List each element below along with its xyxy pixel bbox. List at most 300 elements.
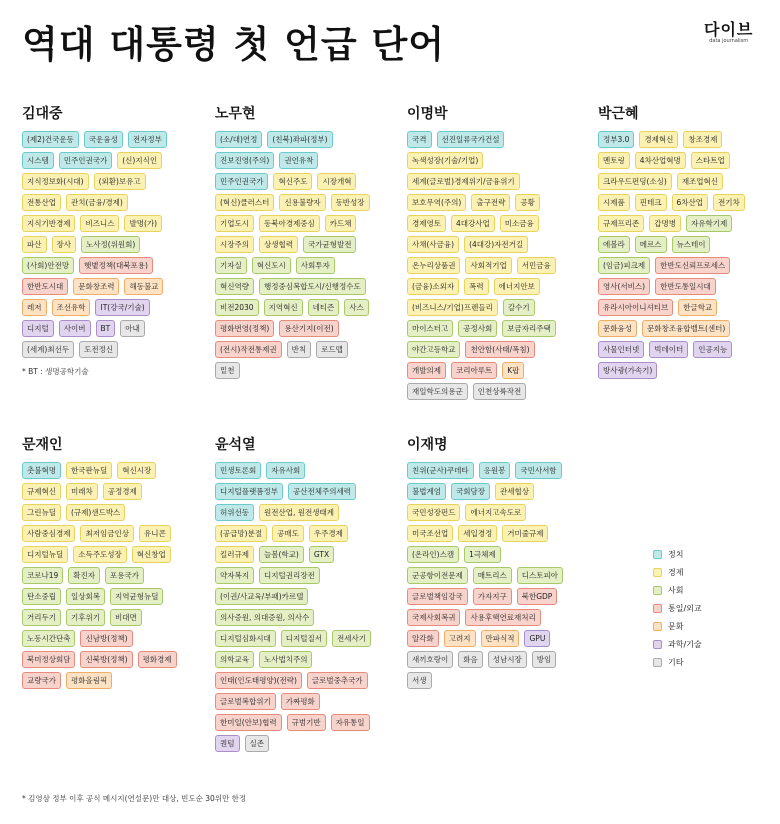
word-tag-economy: 관세협상 (495, 483, 534, 500)
legend-label: 경제 (668, 567, 684, 577)
word-tag-economy: 신용불량자 (279, 194, 325, 211)
word-tag-economy: (신)지식인 (117, 152, 162, 169)
word-tag-politics: 시스템 (22, 152, 54, 169)
word-row (407, 278, 587, 295)
word-list (215, 131, 395, 379)
word-row (215, 152, 395, 169)
word-tag-economy: 동북아경제중심 (259, 215, 320, 232)
word-tag-culture: 문화융성 (598, 320, 637, 337)
word-tag-unification: 국제사회복귀 (407, 609, 460, 626)
legend-label: 과학/기술 (668, 639, 702, 649)
word-tag-economy: (외환)보유고 (94, 173, 146, 190)
legend-item-culture (653, 617, 702, 635)
word-row (22, 672, 202, 689)
word-tag-economy: 장사 (52, 236, 77, 253)
word-row (22, 257, 202, 274)
word-tag-economy: 재조업혁신 (677, 173, 723, 190)
word-tag-economy: 상생협력 (259, 236, 298, 253)
word-row (22, 504, 202, 521)
source-note: * 김영삼 정부 이후 공식 메시지(연설문)만 대상, 빈도순 30위만 한정 (22, 794, 247, 803)
word-row (407, 320, 587, 337)
word-row (598, 152, 778, 169)
word-row (22, 525, 202, 542)
word-tag-society: 갈수기 (503, 299, 535, 316)
word-tag-society: 공정사회 (458, 320, 497, 337)
word-row (215, 173, 395, 190)
word-tag-society: (온라인)스캠 (407, 546, 459, 563)
word-row (407, 462, 587, 479)
word-tag-society: GTX (309, 546, 334, 563)
word-tag-politics: (친북)좌파(정부) (267, 131, 332, 148)
word-tag-politics: 허위선동 (215, 504, 254, 521)
word-tag-society: 기후위기 (66, 609, 105, 626)
word-list (22, 462, 202, 689)
word-row (22, 546, 202, 563)
word-tag-economy: 사람중심경제 (22, 525, 75, 542)
word-tag-unification: 글로벌책임강국 (407, 588, 468, 605)
word-tag-culture: 문화창조융합벨트(센터) (642, 320, 730, 337)
word-tag-politics: 촛불혁명 (22, 462, 61, 479)
word-tag-economy: 보호무역(주의) (407, 194, 466, 211)
word-tag-science: IT(강국/기술) (95, 299, 149, 316)
word-tag-economy: 갑명병 (649, 215, 681, 232)
word-row (407, 525, 587, 542)
president-section-park-geunhye (598, 105, 778, 379)
legend-item-science (653, 635, 702, 653)
word-row (215, 630, 395, 647)
word-tag-society: (임금)피크제 (598, 257, 650, 274)
word-tag-politics: 응원봉 (479, 462, 511, 479)
word-tag-politics: 디지털플랫폼정부 (215, 483, 283, 500)
president-name: 윤석열 (215, 437, 256, 453)
word-tag-politics: 자유사회 (266, 462, 305, 479)
word-tag-politics: 민생토론회 (215, 462, 261, 479)
word-row (407, 236, 587, 253)
word-tag-other: 성남시장 (488, 651, 527, 668)
word-row (598, 362, 778, 379)
word-tag-society: 네티즌 (308, 299, 340, 316)
word-tag-other: 서생 (407, 672, 432, 689)
word-row (215, 672, 395, 689)
word-tag-politics: 친위(군사)쿠데타 (407, 462, 474, 479)
word-tag-unification: 평화경제 (138, 651, 177, 668)
word-tag-society: 의사증원, 의대증원, 의사수 (215, 609, 314, 626)
word-row (407, 567, 587, 584)
word-tag-society: 의학교육 (215, 651, 254, 668)
word-tag-unification: 알각화 (407, 630, 439, 647)
word-row (407, 588, 587, 605)
word-tag-economy: 미소금융 (500, 215, 539, 232)
word-tag-economy: 핀테크 (635, 194, 667, 211)
word-row (407, 609, 587, 626)
word-tag-politics: 국운융성 (84, 131, 123, 148)
word-tag-economy: 사채(사금융) (407, 236, 459, 253)
legend-swatch (653, 658, 662, 667)
word-tag-other: 인천상륙작전 (473, 383, 526, 400)
president-section-kim-daejung (22, 105, 202, 377)
legend-label: 통일/외교 (668, 603, 702, 613)
word-tag-unification: 북미정상회담 (22, 651, 75, 668)
word-tag-society: 일상회복 (66, 588, 105, 605)
word-tag-economy: 기업도시 (215, 215, 254, 232)
word-list (598, 131, 778, 379)
word-tag-society: 사스 (344, 299, 369, 316)
word-tag-economy: (비즈니스/기업)프렌들리 (407, 299, 498, 316)
word-tag-unification: 가짜평화 (281, 693, 320, 710)
word-tag-other: 새끼호랑이 (407, 651, 453, 668)
word-tag-science: BT (96, 320, 116, 337)
word-row (407, 672, 587, 689)
word-tag-politics: 국민사서함 (515, 462, 561, 479)
word-tag-politics: 공산전체주의세력 (288, 483, 356, 500)
word-row (598, 341, 778, 358)
word-tag-politics: 민주인권국가 (215, 173, 268, 190)
word-tag-culture: 만파식적 (481, 630, 520, 647)
word-tag-science: 퀀텀 (215, 735, 240, 752)
president-section-lee-myungbak (407, 105, 587, 400)
word-tag-society: 디지털권리장전 (259, 567, 320, 584)
word-tag-economy: 규제혁신 (22, 483, 61, 500)
president-section-moon-jaein (22, 436, 202, 689)
legend-swatch (653, 640, 662, 649)
president-section-yoon-sukyeol (215, 436, 395, 752)
word-tag-unification: 한반도시대 (22, 278, 68, 295)
word-tag-unification: 햇볕정책(대북포용) (79, 257, 153, 274)
legend-swatch (653, 550, 662, 559)
word-tag-economy: 유니콘 (139, 525, 171, 542)
word-row (22, 194, 202, 211)
word-tag-economy: 에너지고속도로 (465, 504, 526, 521)
word-tag-economy: 전기차 (713, 194, 745, 211)
word-tag-society: 비전2030 (215, 299, 259, 316)
word-tag-economy: (규제)샌드박스 (66, 504, 125, 521)
word-row (215, 693, 395, 710)
word-tag-other: (세계)최선두 (22, 341, 74, 358)
word-tag-economy: (혁신)클러스터 (215, 194, 274, 211)
word-tag-unification: 북한GDP (517, 588, 558, 605)
word-tag-politics: 정부3.0 (598, 131, 634, 148)
word-tag-economy: 에너지안보 (494, 278, 540, 295)
word-row (407, 630, 587, 647)
word-row (407, 362, 587, 379)
word-tag-economy: 혁신시장 (117, 462, 156, 479)
category-legend (653, 545, 702, 671)
word-row (22, 173, 202, 190)
word-tag-economy: 6차산업 (672, 194, 709, 211)
word-tag-economy: 혁신창업 (132, 546, 171, 563)
word-row (598, 236, 778, 253)
word-tag-politics: (제2)건국운동 (22, 131, 79, 148)
word-row (407, 215, 587, 232)
word-row (407, 152, 587, 169)
word-tag-economy: (금융)소외자 (407, 278, 459, 295)
word-tag-politics: 전자정부 (128, 131, 167, 148)
word-tag-economy: 온누리상품권 (407, 257, 460, 274)
word-tag-economy: 그린뉴딜 (22, 504, 61, 521)
legend-label: 문화 (668, 621, 684, 631)
word-tag-economy: 멘토링 (598, 152, 630, 169)
word-row (22, 630, 202, 647)
word-row (22, 462, 202, 479)
word-row (215, 320, 395, 337)
word-tag-science: 디지털 (22, 320, 54, 337)
word-tag-society: 포용국가 (105, 567, 144, 584)
word-tag-society: 메르스 (635, 236, 667, 253)
word-row (407, 131, 587, 148)
word-tag-economy: 카드채 (325, 215, 357, 232)
president-name: 이명박 (407, 106, 448, 122)
word-tag-economy: 공매도 (272, 525, 304, 542)
word-row (215, 714, 395, 731)
word-tag-society: 자유학기제 (686, 215, 732, 232)
word-tag-economy: 세입경정 (458, 525, 497, 542)
word-tag-society: 노사정(위원회) (81, 236, 140, 253)
word-tag-culture: 고려지 (444, 630, 476, 647)
president-section-roh-moohyun (215, 105, 395, 379)
word-tag-economy: 동반성장 (331, 194, 370, 211)
word-tag-science: 인공지능 (693, 341, 732, 358)
word-tag-economy: 미국조선업 (407, 525, 453, 542)
word-row (22, 236, 202, 253)
word-tag-society: 국가균형발전 (303, 236, 356, 253)
word-list (407, 131, 587, 400)
word-tag-unification: 코리아루트 (451, 362, 497, 379)
word-tag-politics: 권언유착 (279, 152, 318, 169)
word-row (598, 215, 778, 232)
word-row (215, 362, 395, 379)
word-tag-culture: 한글학교 (678, 299, 717, 316)
legend-item-unification (653, 599, 702, 617)
word-tag-economy: 킬러규제 (215, 546, 254, 563)
word-tag-science: 사이버 (59, 320, 91, 337)
word-row (598, 131, 778, 148)
brand-logo-text: 다이브 (704, 20, 754, 39)
word-row (215, 257, 395, 274)
legend-item-politics (653, 545, 702, 563)
word-row (22, 131, 202, 148)
word-tag-economy: 전통산업 (22, 194, 61, 211)
word-tag-economy: 거미줄규제 (502, 525, 548, 542)
word-tag-economy: 서민금융 (517, 257, 556, 274)
word-tag-economy: 경제영토 (407, 215, 446, 232)
president-name: 박근혜 (598, 106, 639, 122)
word-row (407, 483, 587, 500)
word-tag-economy: 시장개혁 (317, 173, 356, 190)
word-tag-society: 탄소중립 (22, 588, 61, 605)
word-tag-other: 로드맵 (316, 341, 348, 358)
word-row (215, 504, 395, 521)
word-tag-economy: 녹색성장(기술/기업) (407, 152, 483, 169)
word-tag-other: 재일학도의용군 (407, 383, 468, 400)
word-tag-unification: 유라시아이니셔티브 (598, 299, 673, 316)
word-tag-society: 노동시간단축 (22, 630, 75, 647)
word-row (215, 278, 395, 295)
word-row (215, 462, 395, 479)
word-tag-unification: 자유통일 (331, 714, 370, 731)
word-tag-economy: (4대강)자전거길 (464, 236, 528, 253)
word-tag-economy: 국민성장펀드 (407, 504, 460, 521)
word-tag-politics: 진보진영(주의) (215, 152, 274, 169)
word-tag-science: 빅데이터 (649, 341, 688, 358)
legend-item-society (653, 581, 702, 599)
word-row (407, 257, 587, 274)
word-tag-economy: 소득주도성장 (73, 546, 126, 563)
word-tag-other: 방임 (532, 651, 557, 668)
word-row (22, 215, 202, 232)
word-tag-unification: 개발의제 (407, 362, 446, 379)
word-tag-economy: 공황 (515, 194, 540, 211)
word-tag-society: 코로나19 (22, 567, 63, 584)
word-row (215, 588, 395, 605)
word-tag-unification: 신남방(정책) (80, 630, 132, 647)
word-tag-society: 에볼라 (598, 236, 630, 253)
word-row (22, 483, 202, 500)
word-row (22, 152, 202, 169)
word-tag-economy: 한국판뉴딜 (66, 462, 112, 479)
president-name: 이재명 (407, 437, 448, 453)
word-row (215, 236, 395, 253)
word-tag-society: 비대면 (110, 609, 142, 626)
legend-swatch (653, 568, 662, 577)
word-tag-economy: 사회적기업 (465, 257, 511, 274)
word-tag-economy: 관치(금융/경제) (66, 194, 128, 211)
word-tag-society: 디지털심화시대 (215, 630, 276, 647)
word-tag-unification: 교량국가 (22, 672, 61, 689)
word-row (22, 341, 202, 358)
word-tag-unification: 한반도신뢰프로세스 (655, 257, 730, 274)
word-row (22, 567, 202, 584)
word-tag-unification: 한반도통일시대 (655, 278, 716, 295)
word-tag-culture: 문화창조력 (73, 278, 119, 295)
word-tag-society: 야간고등학교 (407, 341, 460, 358)
word-tag-unification: 인태(인도태평양)(전략) (215, 672, 302, 689)
word-tag-economy: 디지털뉴딜 (22, 546, 68, 563)
legend-swatch (653, 622, 662, 631)
word-list (407, 462, 587, 689)
footnote: * BT : 생명공학기술 (22, 367, 89, 376)
word-tag-culture: 레저 (22, 299, 47, 316)
word-tag-politics: 선진일류국가건설 (437, 131, 505, 148)
word-row (598, 320, 778, 337)
word-row (22, 320, 202, 337)
word-row (215, 546, 395, 563)
word-tag-society: 디지털질서 (281, 630, 327, 647)
word-row (598, 299, 778, 316)
word-tag-unification: 한미일(안보)협력 (215, 714, 282, 731)
word-tag-economy: 혁신주도 (273, 173, 312, 190)
word-tag-society: 확진자 (68, 567, 100, 584)
word-tag-economy: 지식정보화(시대) (22, 173, 89, 190)
word-tag-society: 지역균형뉴딜 (110, 588, 163, 605)
word-tag-economy: 크라우드펀딩(소싱) (598, 173, 672, 190)
word-tag-science: 방사광(가속기) (598, 362, 657, 379)
word-tag-economy: 공정경제 (103, 483, 142, 500)
word-tag-economy: 비즈니스 (80, 215, 119, 232)
word-tag-economy: 4차산업혁명 (635, 152, 686, 169)
word-tag-unification: 규범기반 (287, 714, 326, 731)
word-row (215, 299, 395, 316)
word-tag-economy: 세계(글로벌)경제위기/금융위기 (407, 173, 520, 190)
word-list (215, 462, 395, 752)
word-tag-society: 혁신역량 (215, 278, 254, 295)
word-tag-economy: 경제혁신 (639, 131, 678, 148)
word-row (215, 194, 395, 211)
word-tag-economy: 시장주의 (215, 236, 254, 253)
word-row (215, 131, 395, 148)
word-tag-unification: (전시)작전통제권 (215, 341, 282, 358)
legend-item-economy (653, 563, 702, 581)
word-row (215, 567, 395, 584)
word-tag-economy: 창조경제 (683, 131, 722, 148)
word-tag-society: 노사법치주의 (259, 651, 312, 668)
word-tag-society: 매트리스 (473, 567, 512, 584)
word-row (22, 299, 202, 316)
word-tag-unification: 영사(서비스) (598, 278, 650, 295)
word-row (407, 341, 587, 358)
word-tag-society: 늘봄(학교) (259, 546, 304, 563)
word-tag-unification: 가자지구 (473, 588, 512, 605)
word-tag-culture: 평화올림픽 (66, 672, 112, 689)
word-tag-economy: 시제품 (598, 194, 630, 211)
word-tag-other: 밑천 (215, 362, 240, 379)
word-tag-science: GPU (524, 630, 550, 647)
word-tag-other: 아내 (120, 320, 145, 337)
word-tag-society: 디스토피아 (517, 567, 563, 584)
word-tag-culture: K팝 (502, 362, 524, 379)
word-tag-society: 전세사기 (332, 630, 371, 647)
word-tag-society: 기자실 (215, 257, 247, 274)
word-row (407, 546, 587, 563)
word-tag-economy: 규제프리존 (598, 215, 644, 232)
word-tag-culture: 해동불교 (124, 278, 163, 295)
word-tag-economy: 스타트업 (691, 152, 730, 169)
legend-swatch (653, 604, 662, 613)
word-row (22, 588, 202, 605)
word-tag-society: 혁신도시 (252, 257, 291, 274)
word-tag-science: 사물인터넷 (598, 341, 644, 358)
word-tag-unification: 신북방(정책) (80, 651, 132, 668)
word-list (22, 131, 202, 358)
word-tag-unification: 글로벌복합위기 (215, 693, 276, 710)
word-row (215, 525, 395, 542)
word-tag-society: 보금자리주택 (502, 320, 555, 337)
word-tag-economy: 우주경제 (309, 525, 348, 542)
word-row (407, 194, 587, 211)
word-tag-economy: 미래차 (66, 483, 98, 500)
word-row (598, 194, 778, 211)
word-tag-society: 뉴스테이 (672, 236, 711, 253)
word-tag-economy: 지식기반경제 (22, 215, 75, 232)
word-tag-other: 화음 (458, 651, 483, 668)
legend-item-other (653, 653, 702, 671)
president-section-lee-jaemyung (407, 436, 587, 689)
word-tag-society: 사회투자 (296, 257, 335, 274)
word-tag-unification: 평화번영(정책) (215, 320, 274, 337)
legend-label: 정치 (668, 549, 684, 559)
word-tag-other: 도전정신 (79, 341, 118, 358)
word-row (215, 341, 395, 358)
word-tag-economy: 4대강사업 (451, 215, 495, 232)
word-tag-society: 행정중심복합도시/신행정수도 (259, 278, 366, 295)
word-row (215, 609, 395, 626)
word-row (407, 504, 587, 521)
word-row (407, 383, 587, 400)
word-row (598, 257, 778, 274)
word-tag-unification: 사용후핵연료재처리 (465, 609, 540, 626)
president-name: 김대중 (22, 106, 63, 122)
word-tag-economy: (공급망)분절 (215, 525, 267, 542)
word-tag-unification: 천안함(사태/폭침) (465, 341, 534, 358)
